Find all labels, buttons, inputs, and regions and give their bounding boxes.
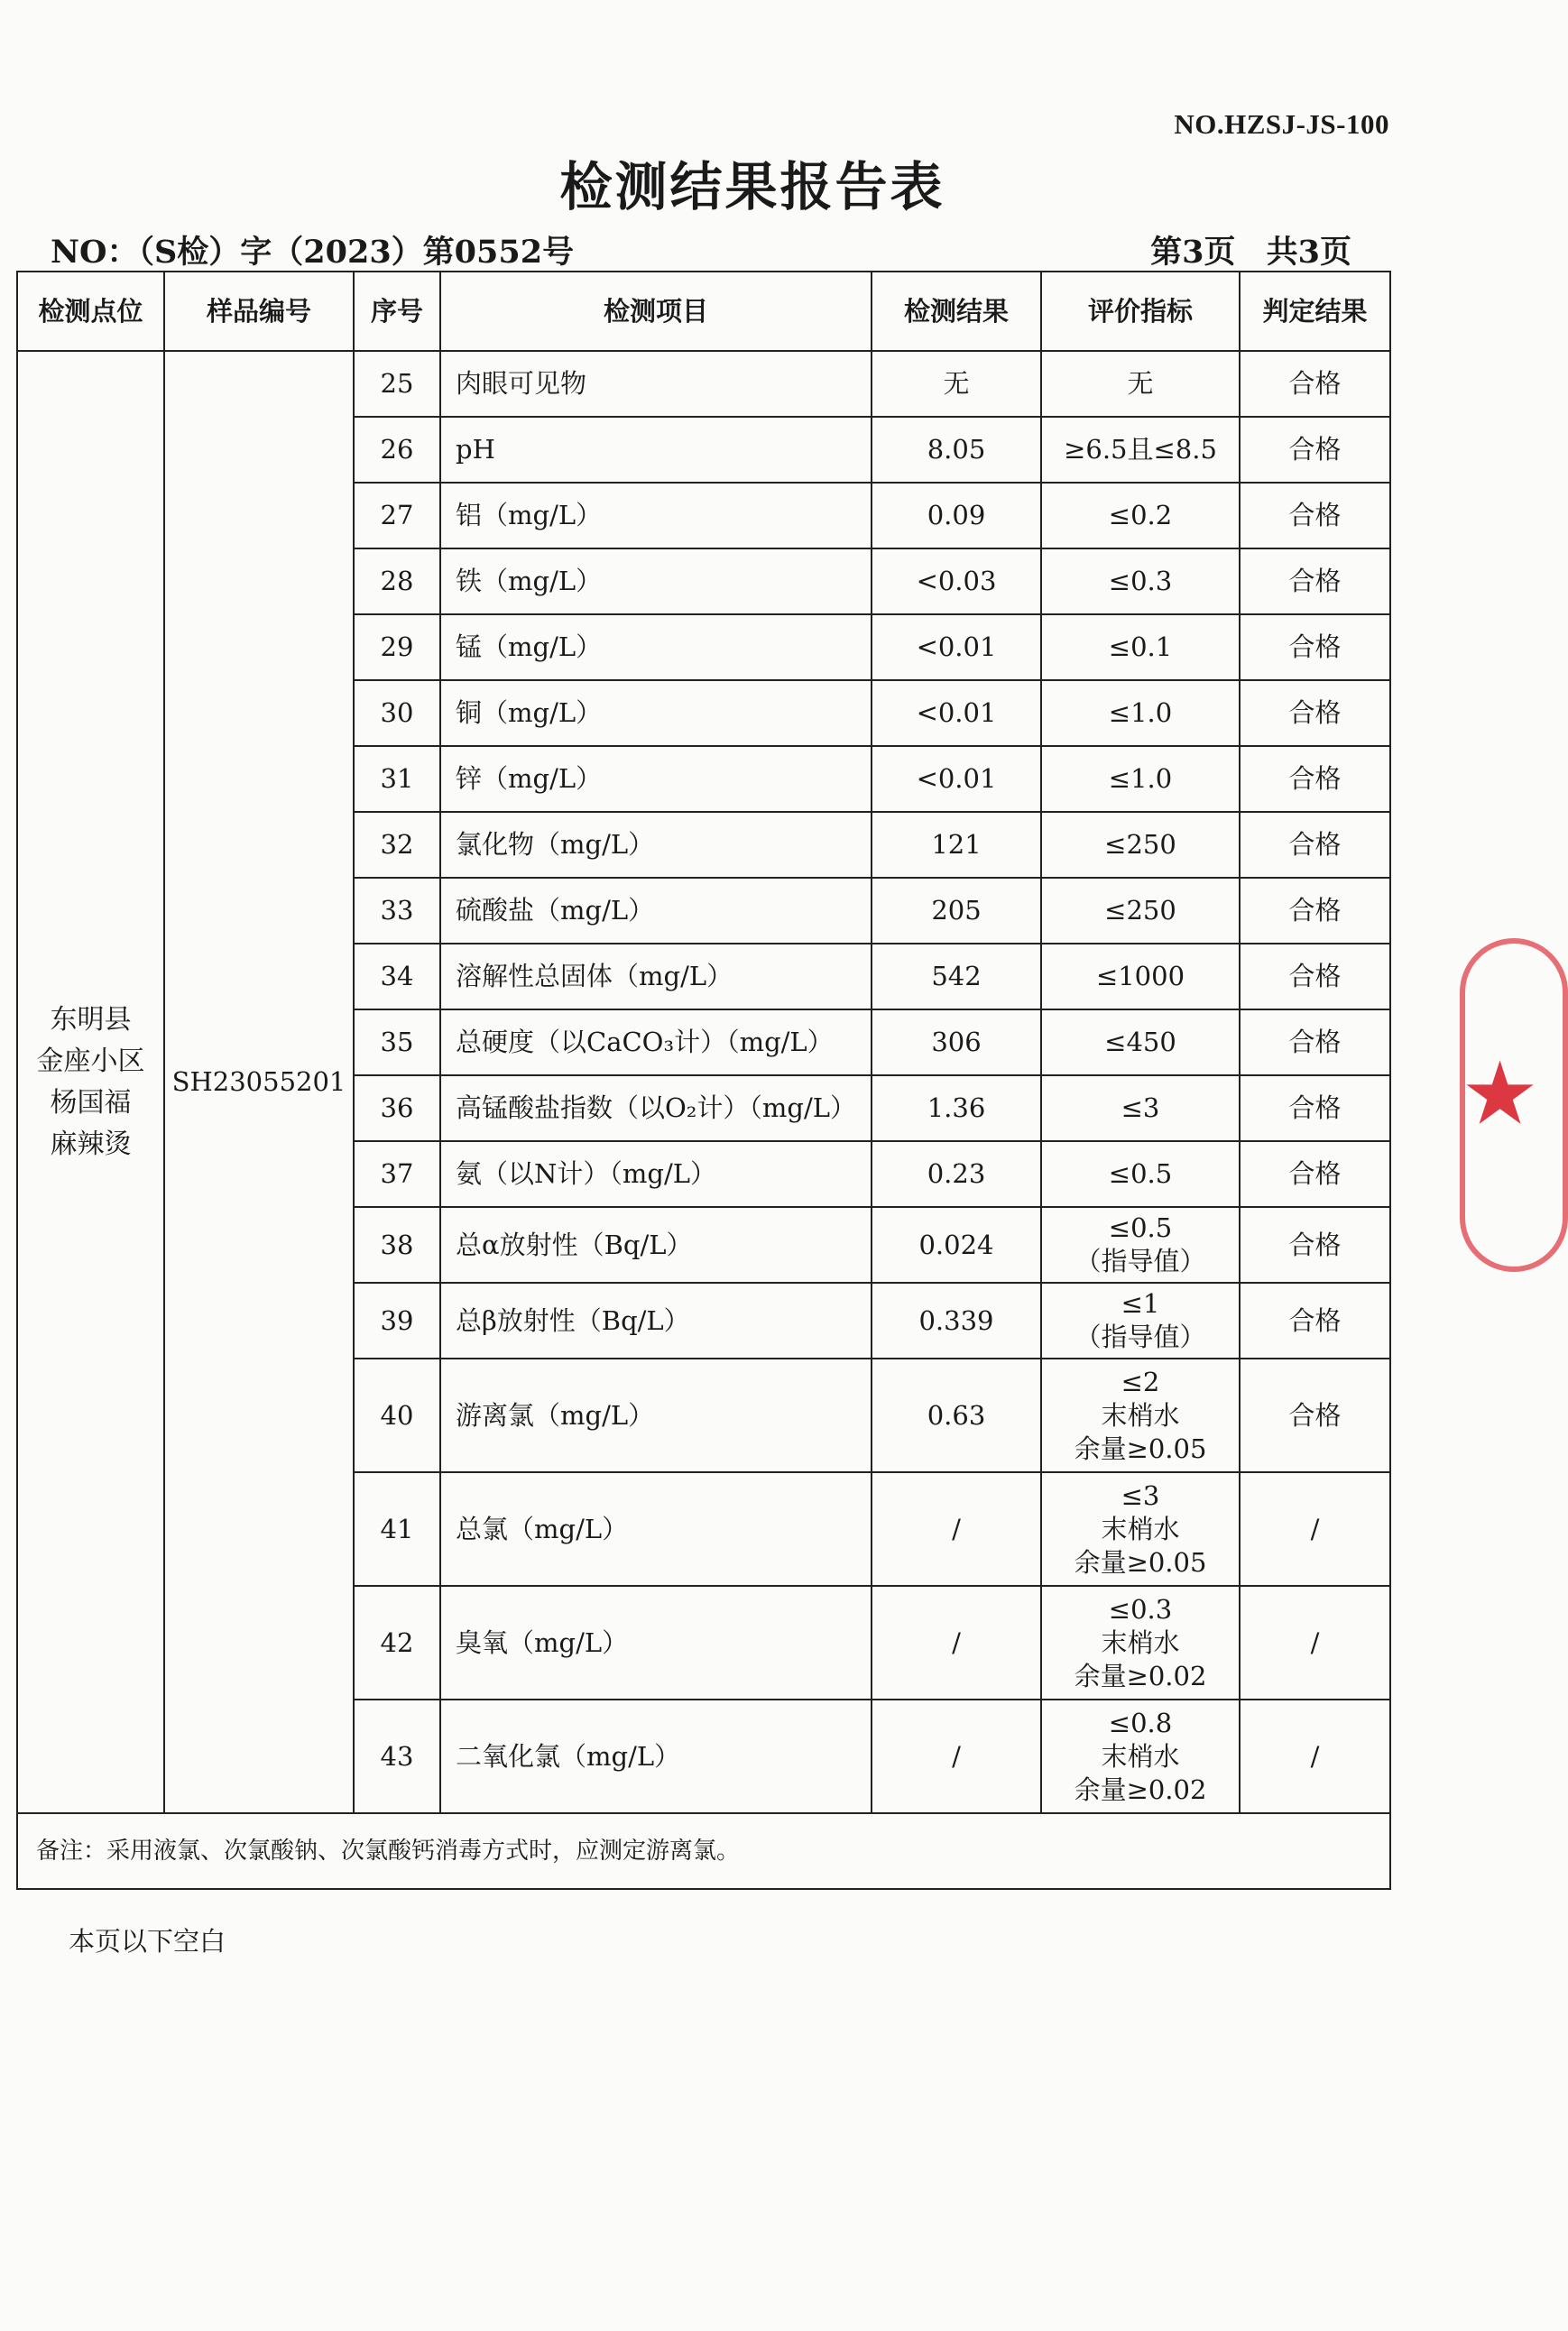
standard-line: ≤1.0 — [1108, 697, 1173, 728]
verdict-cell: 合格 — [1240, 483, 1390, 548]
standard-line: （指导值） — [1075, 1246, 1206, 1276]
verdict-cell: 合格 — [1240, 1359, 1390, 1472]
seal-stamp — [1460, 938, 1536, 1272]
standard-cell — [1041, 1586, 1240, 1700]
verdict-cell: 合格 — [1240, 1141, 1390, 1207]
no-cell: 27 — [354, 483, 440, 548]
standard-line: ≤1.0 — [1108, 763, 1173, 794]
standard-line: ≤250 — [1104, 895, 1176, 926]
standard-line: 无 — [1127, 368, 1154, 399]
standard-cell — [1041, 680, 1240, 746]
standard-line: 余量≥0.05 — [1074, 1433, 1207, 1464]
location-line: 杨国福 — [50, 1086, 132, 1119]
standard-line: ≤0.3 — [1108, 1593, 1173, 1625]
no-cell: 31 — [354, 746, 440, 812]
standard-cell — [1041, 1472, 1240, 1586]
standard-cell — [1041, 1207, 1240, 1283]
page-info: 第3页 共3页 — [1150, 234, 1351, 271]
result-cell: 0.09 — [872, 483, 1041, 548]
item-cell: 高锰酸盐指数（以O₂计）（mg/L） — [440, 1075, 872, 1141]
item-cell: 铝（mg/L） — [440, 483, 872, 548]
table-row — [17, 351, 1390, 417]
standard-cell — [1041, 417, 1240, 483]
item-cell: pH — [440, 417, 872, 483]
standard-cell — [1041, 548, 1240, 614]
header-row — [17, 272, 1390, 351]
no-cell: 35 — [354, 1009, 440, 1075]
item-cell: 硫酸盐（mg/L） — [440, 878, 872, 944]
verdict-cell: 合格 — [1240, 1009, 1390, 1075]
item-cell: 总α放射性（Bq/L） — [440, 1207, 872, 1283]
no-cell: 38 — [354, 1207, 440, 1283]
verdict-cell: 合格 — [1240, 1075, 1390, 1141]
no-cell: 32 — [354, 812, 440, 878]
result-cell: <0.01 — [872, 680, 1041, 746]
result-cell: 0.23 — [872, 1141, 1041, 1207]
verdict-cell: 合格 — [1240, 680, 1390, 746]
standard-line: （指导值） — [1075, 1322, 1206, 1352]
item-cell: 游离氯（mg/L） — [440, 1359, 872, 1472]
result-cell: 8.05 — [872, 417, 1041, 483]
no-cell: 26 — [354, 417, 440, 483]
sample-id-cell: SH23055201 — [164, 351, 354, 1813]
no-cell: 42 — [354, 1586, 440, 1700]
item-cell: 铁（mg/L） — [440, 548, 872, 614]
blank-below-note: 本页以下空白 — [69, 1926, 226, 1957]
no-cell: 28 — [354, 548, 440, 614]
standard-line: ≤3 — [1121, 1092, 1160, 1123]
standard-cell — [1041, 1009, 1240, 1075]
standard-line: ≤0.5 — [1108, 1212, 1173, 1243]
item-cell: 总β放射性（Bq/L） — [440, 1283, 872, 1359]
standard-line: ≥6.5且≤8.5 — [1064, 434, 1217, 465]
no-cell: 25 — [354, 351, 440, 417]
no-cell: 29 — [354, 614, 440, 680]
item-cell: 肉眼可见物 — [440, 351, 872, 417]
standard-cell — [1041, 614, 1240, 680]
result-cell: / — [872, 1586, 1041, 1700]
result-cell: 0.024 — [872, 1207, 1041, 1283]
note-text: 备注：采用液氯、次氯酸钠、次氯酸钙消毒方式时，应测定游离氯。 — [17, 1813, 1390, 1889]
result-cell: <0.01 — [872, 746, 1041, 812]
verdict-cell: 合格 — [1240, 1283, 1390, 1359]
no-cell: 43 — [354, 1700, 440, 1813]
result-cell: <0.03 — [872, 548, 1041, 614]
standard-line: 余量≥0.05 — [1074, 1546, 1207, 1578]
note-row — [17, 1813, 1390, 1889]
verdict-cell: / — [1240, 1472, 1390, 1586]
result-cell: 1.36 — [872, 1075, 1041, 1141]
standard-line: 余量≥0.02 — [1074, 1660, 1207, 1691]
no-cell: 33 — [354, 878, 440, 944]
verdict-cell: / — [1240, 1586, 1390, 1700]
col-header-verdict: 判定结果 — [1240, 272, 1390, 351]
standard-line: 末梢水 — [1101, 1399, 1180, 1431]
standard-line: ≤0.3 — [1108, 566, 1173, 596]
standard-cell — [1041, 1283, 1240, 1359]
standard-cell — [1041, 746, 1240, 812]
verdict-cell: / — [1240, 1700, 1390, 1813]
location-line: 金座小区 — [36, 1045, 145, 1077]
verdict-cell: 合格 — [1240, 417, 1390, 483]
item-cell: 锰（mg/L） — [440, 614, 872, 680]
standard-line: 末梢水 — [1101, 1513, 1180, 1544]
no-cell: 30 — [354, 680, 440, 746]
result-cell: 121 — [872, 812, 1041, 878]
no-cell: 37 — [354, 1141, 440, 1207]
col-header-result: 检测结果 — [872, 272, 1041, 351]
result-cell: 0.63 — [872, 1359, 1041, 1472]
col-header-standard: 评价指标 — [1041, 272, 1240, 351]
standard-line: ≤2 — [1121, 1366, 1160, 1397]
verdict-cell: 合格 — [1240, 812, 1390, 878]
verdict-cell: 合格 — [1240, 878, 1390, 944]
results-table — [16, 271, 1391, 1890]
verdict-cell: 合格 — [1240, 614, 1390, 680]
standard-cell — [1041, 1141, 1240, 1207]
standard-cell — [1041, 483, 1240, 548]
item-cell: 铜（mg/L） — [440, 680, 872, 746]
item-cell: 氨（以N计）（mg/L） — [440, 1141, 872, 1207]
standard-cell — [1041, 1700, 1240, 1813]
result-cell: 306 — [872, 1009, 1041, 1075]
standard-line: ≤0.1 — [1108, 631, 1173, 662]
col-header-sample-id: 样品编号 — [164, 272, 354, 351]
no-cell: 40 — [354, 1359, 440, 1472]
standard-line: ≤0.5 — [1108, 1158, 1173, 1189]
standard-line: ≤3 — [1121, 1479, 1160, 1511]
no-cell: 34 — [354, 944, 440, 1009]
standard-cell — [1041, 1359, 1240, 1472]
standard-line: 末梢水 — [1101, 1740, 1180, 1772]
verdict-cell: 合格 — [1240, 351, 1390, 417]
seal-star-icon: ★ — [1465, 1048, 1536, 1139]
no-cell: 41 — [354, 1472, 440, 1586]
col-header-item: 检测项目 — [440, 272, 872, 351]
item-cell: 溶解性总固体（mg/L） — [440, 944, 872, 1009]
location-line: 麻辣烫 — [50, 1128, 132, 1160]
col-header-location: 检测点位 — [17, 272, 164, 351]
standard-line: ≤250 — [1104, 829, 1176, 860]
result-cell: / — [872, 1472, 1041, 1586]
item-cell: 氯化物（mg/L） — [440, 812, 872, 878]
item-cell: 二氧化氯（mg/L） — [440, 1700, 872, 1813]
form-number: NO.HZSJ-JS-100 — [1174, 108, 1389, 140]
item-cell: 臭氧（mg/L） — [440, 1586, 872, 1700]
standard-cell — [1041, 351, 1240, 417]
result-cell: 205 — [872, 878, 1041, 944]
standard-cell — [1041, 944, 1240, 1009]
result-cell: / — [872, 1700, 1041, 1813]
location-line: 东明县 — [50, 1003, 132, 1036]
item-cell: 总硬度（以CaCO₃计）（mg/L） — [440, 1009, 872, 1075]
location-cell — [17, 351, 164, 1813]
verdict-cell: 合格 — [1240, 1207, 1390, 1283]
standard-line: ≤0.2 — [1108, 500, 1173, 530]
no-cell: 36 — [354, 1075, 440, 1141]
report-number: NO：（S检）字（2023）第0552号 — [51, 234, 575, 271]
result-cell: <0.01 — [872, 614, 1041, 680]
standard-line: ≤0.8 — [1108, 1707, 1173, 1738]
verdict-cell: 合格 — [1240, 746, 1390, 812]
result-cell: 0.339 — [872, 1283, 1041, 1359]
standard-line: 末梢水 — [1101, 1626, 1180, 1658]
item-cell: 锌（mg/L） — [440, 746, 872, 812]
verdict-cell: 合格 — [1240, 548, 1390, 614]
standard-cell — [1041, 812, 1240, 878]
verdict-cell: 合格 — [1240, 944, 1390, 1009]
standard-line: 余量≥0.02 — [1074, 1774, 1207, 1805]
item-cell: 总氯（mg/L） — [440, 1472, 872, 1586]
result-cell: 无 — [872, 351, 1041, 417]
col-header-no: 序号 — [354, 272, 440, 351]
standard-cell — [1041, 878, 1240, 944]
standard-line: ≤1 — [1121, 1288, 1160, 1319]
standard-cell — [1041, 1075, 1240, 1141]
standard-line: ≤450 — [1104, 1027, 1176, 1057]
no-cell: 39 — [354, 1283, 440, 1359]
result-cell: 542 — [872, 944, 1041, 1009]
report-title: 检测结果报告表 — [559, 156, 945, 217]
standard-line: ≤1000 — [1095, 961, 1185, 991]
